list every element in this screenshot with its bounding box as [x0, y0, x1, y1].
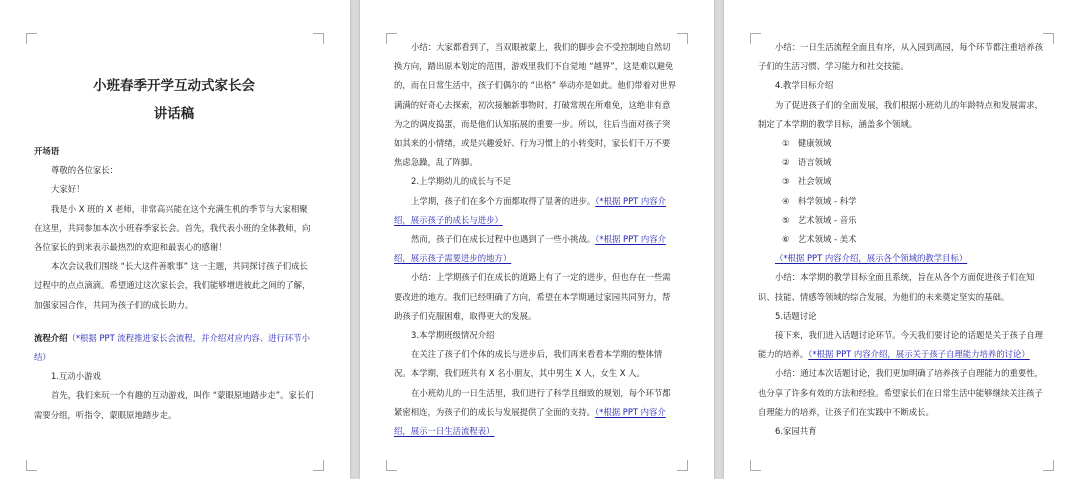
domain-list-item: ⑥ 艺术领域 - 美术 — [782, 234, 857, 245]
challenge-text: 然而，孩子们在成长过程中也遇到了一些小挑战。 — [411, 234, 596, 245]
summary-1-paragraph: 小结：大家都看到了，当双眼被蒙上，我们的脚步会不受控制地自然切换方向，踏出原本划定的范围，游戏里我们不自觉地 “越界”，这是难以避免的，而在日常生活中，孩子们偶尔的 “出格” 举动亦是如此。他们带着对世界满满的好奇心去探索，初次接触新事物时，打破常规在所难免，这绝非有意为之的调皮捣蛋，而是他们认知拓展的重要一步。所以，往后当面对孩子突如其来的小情绪，或是兴趣爱好、行为习惯上的小转变时，家长们千万不要焦虑急躁，乱了阵脚。 — [394, 42, 676, 168]
domain-list-item: ③ 社会领域 — [782, 176, 832, 187]
progress-text: 上学期，孩子们在多个方面都取得了显著的进步。 — [411, 195, 596, 206]
progress-paragraph — [394, 192, 678, 230]
intro-paragraph: 我是小 X 班的 X 老师，非常高兴能在这个充满生机的季节与大家相聚在这里，共同参加本次小班春季家长会。首先，我代表小班的全体教师，向各位家长的到来表示最热烈的欢迎和最衷心的感谢！ — [34, 203, 311, 253]
goals-intro-paragraph: 为了促进孩子们的全面发展，我们根据小班幼儿的年龄特点和发展需求，制定了本学期的教学目标，涵盖多个领域。 — [758, 99, 1043, 129]
progress-note: （*根据 PPT 内容介绍，展示孩子的成长与进步） — [394, 195, 667, 225]
theme-paragraph: 本次会议我们围绕 “长大这件善歌事” 这一主题，共同探讨孩子们成长过程中的点点滴滴。希望通过这次家长会，我们能够增进彼此之间的了解，加强家园合作，共同为孩子们的成长助力。 — [34, 261, 311, 310]
process-paragraph — [34, 329, 314, 367]
item-6-heading: 6.家园共育 — [775, 426, 817, 437]
margin-corner-bottom-right — [313, 460, 324, 471]
document-page-2 — [360, 0, 714, 479]
margin-corner-bottom-right — [1043, 460, 1054, 471]
item-3-heading: 3.本学期班级情况介绍 — [411, 330, 495, 341]
document-title-line-2: 讲话稿 — [153, 106, 195, 122]
daily-text: 在小班幼儿的一日生活里，我们进行了科学且细致的规划，每个环节都紧密相连，为孩子们的成长与发展提供了全面的支持。 — [394, 387, 671, 417]
topic-note: （*根据 PPT 内容介绍，展示关于孩子自理能力培养的讨论） — [808, 349, 1030, 360]
item-2-heading: 2.上学期幼儿的成长与不足 — [411, 176, 512, 187]
summary-2-paragraph: 小结：上学期孩子们在成长的道路上有了一定的进步，但也存在一些需要改进的地方。我们已经明确了方向，希望在本学期通过家园共同努力，帮助孩子们克服困难，取得更大的发展。 — [394, 272, 671, 321]
daily-paragraph — [394, 384, 678, 442]
domain-list-item: ④ 科学领域 - 科学 — [782, 195, 857, 206]
topic-text: 接下来，我们进入话题讨论环节。今天我们要讨论的话题是关于孩子自理能力的培养。 — [758, 330, 1043, 360]
page-3-content — [758, 38, 1044, 441]
summary-5-paragraph: 小结：通过本次话题讨论，我们更加明确了培养孩子自理能力的重要性，也分享了许多有效的方法和经验。希望家长们在日常生活中能够继续关注孩子自理能力的培养，让孩子们在实践中不断成长。 — [758, 368, 1043, 417]
process-note: （*根据 PPT 流程推进家长会流程，并介绍对应内容、进行环节小结） — [34, 332, 310, 363]
item-5-heading: 5.话题讨论 — [775, 310, 817, 321]
domains-note: （*根据 PPT 内容介绍，展示各个领域的教学目标） — [775, 253, 968, 264]
challenge-note: （*根据 PPT 内容介绍，展示孩子需要进步的地方） — [394, 234, 667, 264]
item-4-heading: 4.教学目标介绍 — [775, 80, 834, 91]
margin-corner-top-right — [313, 33, 324, 44]
domain-list-item: ② 语言领域 — [782, 157, 832, 168]
item-1-heading: 1.互动小游戏 — [51, 371, 101, 382]
page-2-content — [394, 38, 678, 441]
domains-note-paragraph — [758, 249, 1044, 268]
margin-corner-bottom-left — [26, 460, 37, 471]
domain-list-item: ⑤ 艺术领域 - 音乐 — [782, 214, 857, 225]
document-page-3 — [724, 0, 1080, 479]
page-1-content — [34, 38, 314, 425]
daily-note: （*根据 PPT 内容介绍，展示一日生活流程表） — [394, 406, 666, 437]
topic-paragraph — [758, 326, 1044, 364]
hello-paragraph: 大家好！ — [51, 184, 85, 195]
process-heading: 流程介绍 — [34, 332, 68, 343]
margin-corner-top-right — [1043, 33, 1054, 44]
summary-4-paragraph: 小结：本学期的教学目标全面且系统，旨在从各个方面促进孩子们在知识、技能、情感等领域的综合发展，为他们的未来奠定坚实的基础。 — [758, 272, 1035, 302]
document-title-line-1: 小班春季开学互动式家长会 — [93, 78, 255, 94]
margin-corner-bottom-left — [386, 460, 397, 471]
margin-corner-bottom-right — [677, 460, 688, 471]
document-page-1 — [0, 0, 350, 479]
domain-list-item: ① 健康领域 — [782, 138, 832, 149]
margin-corner-top-right — [677, 33, 688, 44]
margin-corner-bottom-left — [750, 460, 761, 471]
challenge-paragraph — [394, 230, 678, 268]
class-intro-paragraph: 在关注了孩子们个体的成长与进步后，我们再来看看本学期的整体情况。本学期，我们班共有 X 名小朋友，其中男生 X 人，女生 X 人。 — [394, 349, 663, 379]
summary-3-paragraph: 小结：一日生活流程全面且有序，从入园到离园，每个环节都注重培养孩子们的生活习惯、学习能力和社交技能。 — [758, 42, 1043, 72]
greeting-paragraph: 尊敬的各位家长： — [51, 165, 118, 176]
opening-heading: 开场语 — [34, 146, 60, 156]
item-1-paragraph: 首先，我们来玩一个有趣的互动游戏，叫作 “蒙眼原地踏步走”。家长们需要分组，听指令，蒙眼原地踏步走。 — [34, 390, 314, 420]
